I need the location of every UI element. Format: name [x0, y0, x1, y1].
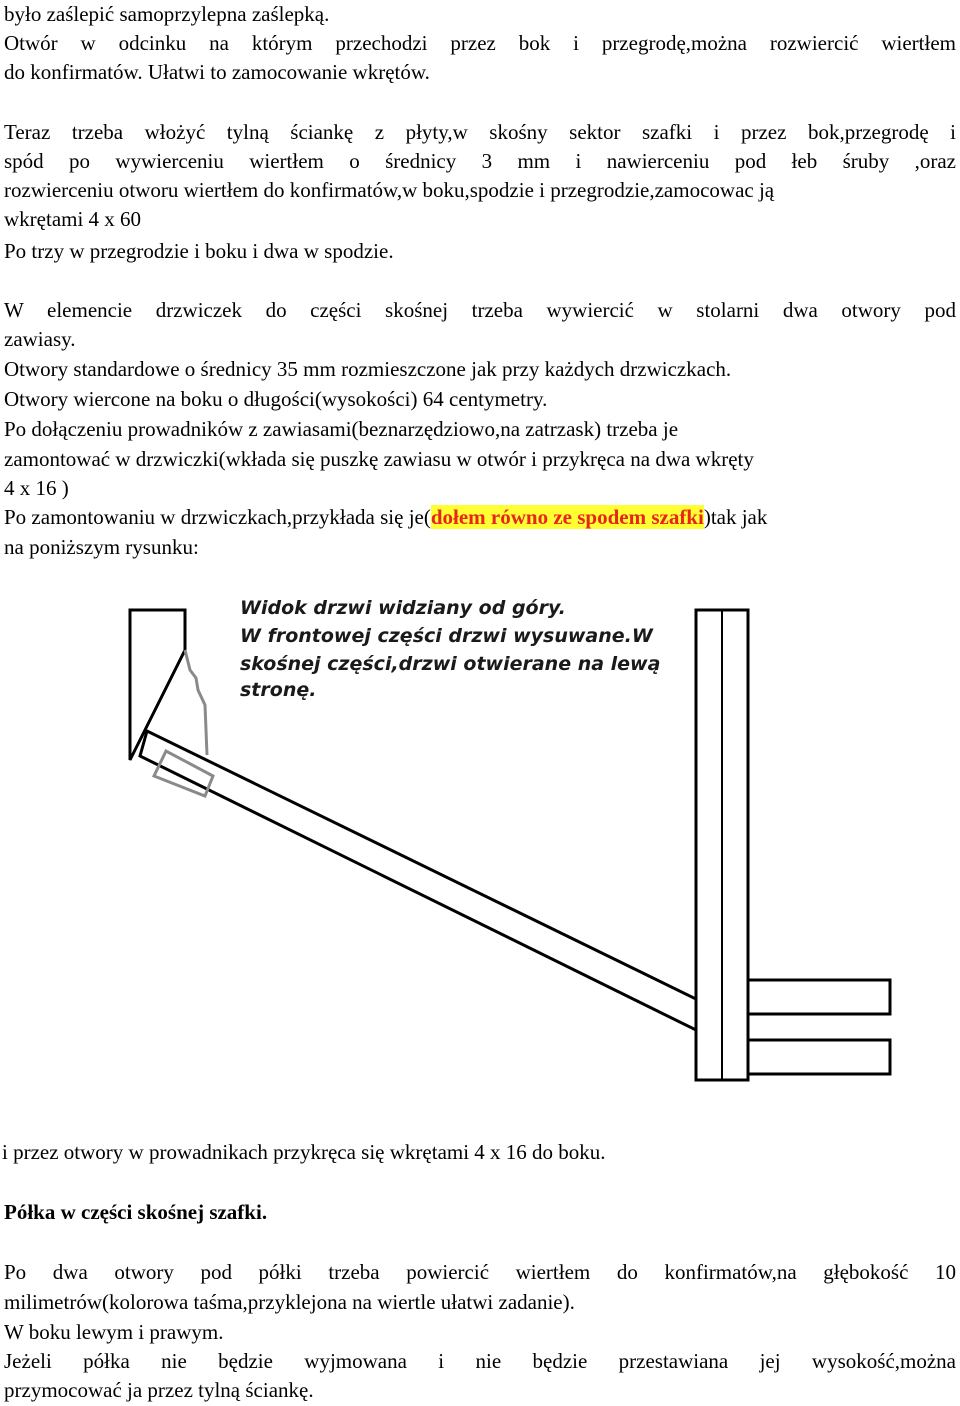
- text-line: Po dwa otwory pod półki trzeba powiercić wiertłem do konfirmatów,na głębokość 10: [4, 1260, 956, 1284]
- text-line: spód po wywierceniu wiertłem o średnicy 3 mm i nawierceniu pod łeb śruby ,oraz: [4, 149, 956, 173]
- slanted-door-panel: [140, 731, 696, 1030]
- text-line: W elemencie drzwiczek do części skośnej trzeba wywiercić w stolarni dwa otwory pod: [4, 298, 956, 322]
- text-segment: )tak jak: [703, 505, 768, 529]
- highlighted-text: dołem równo ze spodem szafki: [430, 505, 704, 529]
- text-line: zawiasy.: [4, 327, 76, 351]
- text-line: Po trzy w przegrodzie i boku i dwa w spodzie.: [4, 239, 394, 263]
- diagram-caption-line: Widok drzwi widziany od góry.: [240, 597, 566, 619]
- text-line: do konfirmatów. Ułatwi to zamocowanie wkrętów.: [4, 60, 430, 84]
- text-line: milimetrów(kolorowa taśma,przyklejona na wiertle ułatwi zadanie).: [4, 1290, 575, 1314]
- text-line: na poniższym rysunku:: [4, 535, 199, 559]
- bottom-panel-upper: [748, 980, 890, 1014]
- text-line: W boku lewym i prawym.: [4, 1320, 224, 1344]
- diagram-caption-line: skośnej części,drzwi otwierane na lewą: [240, 653, 661, 675]
- text-line: zamontować w drzwiczki(wkłada się puszkę zawiasu w otwór i przykręca na dwa wkręty: [4, 447, 754, 471]
- text-line: Otwory wiercone na boku o długości(wysokości) 64 centymetry.: [4, 387, 548, 411]
- text-line: Po dołączeniu prowadników z zawiasami(beznarzędziowo,na zatrzask) trzeba je: [4, 417, 679, 441]
- text-line: Teraz trzeba włożyć tylną ściankę z płyty,w skośny sektor szafki i przez bok,przegrodę i: [4, 120, 956, 144]
- text-line: i przez otwory w prowadnikach przykręca się wkrętami 4 x 16 do boku.: [2, 1140, 606, 1164]
- text-line: rozwierceniu otworu wiertłem do konfirmatów,w boku,spodzie i przegrodzie,zamocowac ją: [4, 178, 775, 202]
- text-line: Jeżeli półka nie będzie wyjmowana i nie będzie przestawiana jej wysokość,można: [4, 1349, 956, 1373]
- text-line: Otwór w odcinku na którym przechodzi przez bok i przegrodę,można rozwiercić wiertłem: [4, 31, 956, 55]
- text-segment: Po zamontowaniu w drzwiczkach,przykłada się je(: [4, 505, 431, 529]
- diagram-caption-line: stronę.: [240, 679, 317, 701]
- bottom-panel-lower: [748, 1040, 890, 1074]
- text-line: wkrętami 4 x 60: [4, 207, 142, 231]
- section-heading: Półka w części skośnej szafki.: [4, 1200, 268, 1224]
- text-line: Otwory standardowe o średnicy 35 mm rozmieszczone jak przy każdych drzwiczkach.: [4, 357, 732, 381]
- text-line: było zaślepić samoprzylepna zaślepką.: [4, 2, 330, 26]
- text-line: przymocować ja przez tylną ściankę.: [4, 1378, 314, 1402]
- door-diagram: [0, 580, 960, 1100]
- text-line: 4 x 16 ): [4, 476, 69, 500]
- text-line-highlight: [4, 503, 767, 531]
- diagram-caption-line: W frontowej części drzwi wysuwane.W: [240, 625, 653, 647]
